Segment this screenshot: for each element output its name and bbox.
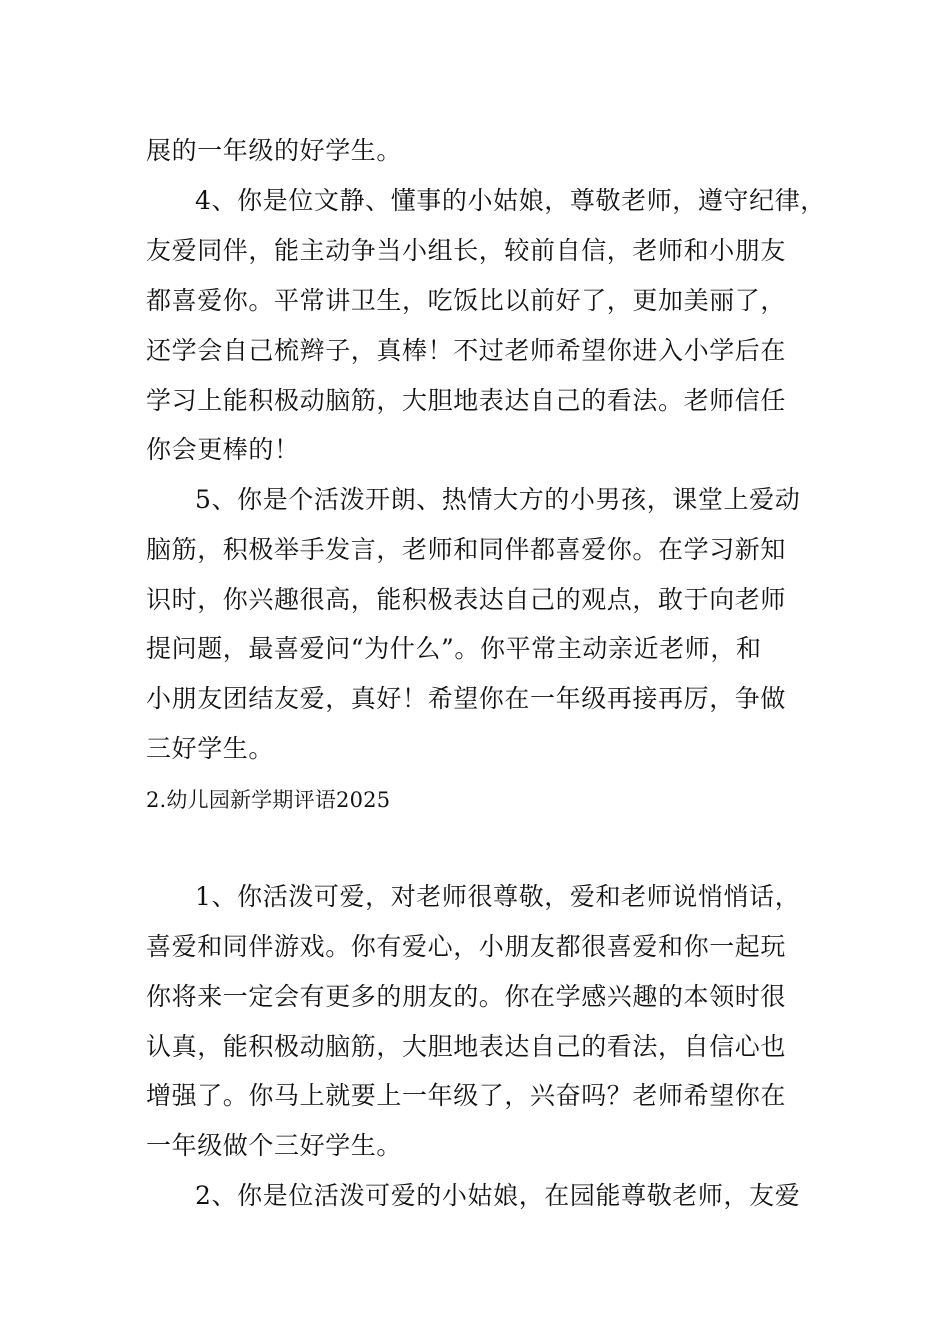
text-line: 喜爱和同伴游戏。你有爱心，小朋友都很喜爱和你一起玩: [146, 932, 787, 961]
paragraph-2-line: 2、你是位活泼可爱的小姑娘，在园能尊敬老师，友爱: [195, 1181, 801, 1210]
text-line: 认真，能积极动脑筋，大胆地表达自己的看法，自信心也: [146, 1032, 787, 1061]
text-line: 三好学生。: [146, 734, 275, 763]
text-line: 识时，你兴趣很高，能积极表达自己的观点，敢于向老师: [146, 585, 787, 614]
text-line: 学习上能积极动脑筋，大胆地表达自己的看法。老师信任: [146, 386, 787, 415]
text-line: 提问题，最喜爱问“为什么”。你平常主动亲近老师，和: [146, 634, 762, 663]
text-line: 增强了。你马上就要上一年级了，兴奋吗？老师希望你在: [146, 1081, 787, 1110]
text-line: 一年级做个三好学生。: [146, 1131, 403, 1160]
text-line: 展的一年级的好学生。: [146, 136, 403, 165]
section-heading: 2.幼儿园新学期评语2025: [146, 788, 391, 812]
paragraph-5-line: 5、你是个活泼开朗、热情大方的小男孩，课堂上爱动: [195, 485, 801, 514]
text-line: 脑筋，积极举手发言，老师和同伴都喜爱你。在学习新知: [146, 535, 787, 564]
text-line: 都喜爱你。平常讲卫生，吃饭比以前好了，更加美丽了，: [146, 286, 787, 315]
text-line: 小朋友团结友爱，真好！希望你在一年级再接再厉，争做: [146, 684, 787, 713]
text-line: 友爱同伴，能主动争当小组长，较前自信，老师和小朋友: [146, 236, 787, 265]
text-line: 你将来一定会有更多的朋友的。你在学感兴趣的本领时很: [146, 982, 787, 1011]
text-line: 还学会自己梳辫子，真棒！不过老师希望你进入小学后在: [146, 336, 787, 365]
paragraph-1-line: 1、你活泼可爱，对老师很尊敬，爱和老师说悄悄话，: [195, 882, 801, 911]
text-line: 你会更棒的！: [146, 435, 300, 464]
paragraph-4-line: 4、你是位文静、懂事的小姑娘，尊敬老师，遵守纪律，: [195, 186, 826, 215]
